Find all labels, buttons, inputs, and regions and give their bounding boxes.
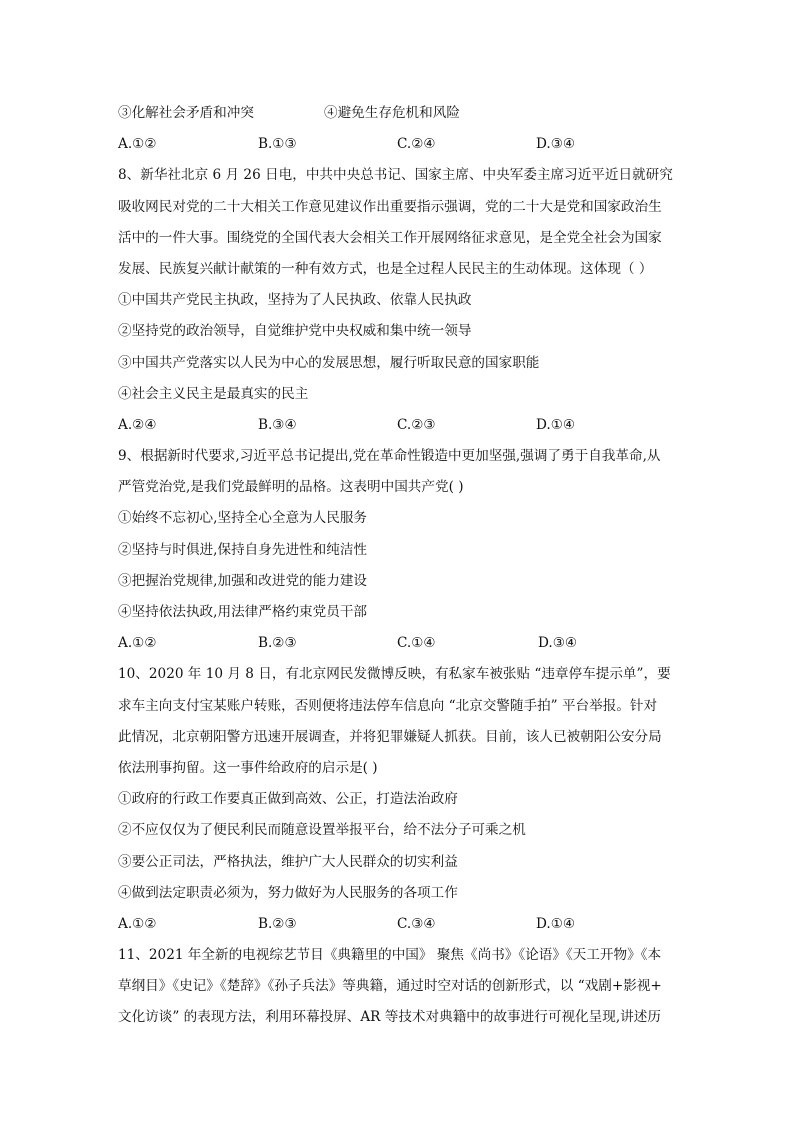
q8-item-1: ①中国共产党民主执政，坚持为了人民执政、依靠人民执政 bbox=[118, 292, 472, 309]
q9-item-3: ③把握治党规律,加强和改进党的能力建设 bbox=[118, 572, 368, 589]
q9-option-b: B.②③ bbox=[258, 635, 297, 652]
q9-item-4: ④坚持依法执政,用法律严格约束党员干部 bbox=[118, 604, 368, 620]
q10-item-3: ③要公正司法，严格执法，维护广大人民群众的切实利益 bbox=[118, 853, 458, 870]
q8-option-c: C.②③ bbox=[397, 416, 436, 433]
q9-stem-line: 9、根据新时代要求,习近平总书记提出,党在革命性锻造中更加坚强,强调了勇于自我革命,从 bbox=[118, 448, 661, 465]
q9-item-1: ①始终不忘初心,坚持全心全意为人民服务 bbox=[118, 510, 368, 527]
q8-option-a: A.②④ bbox=[118, 416, 157, 433]
q10-option-a: A.①② bbox=[118, 915, 157, 932]
q9-options bbox=[118, 628, 678, 659]
q10-stem-line: 求车主向支付宝某账户转账，否则便将违法停车信息向 “北京交警随手拍” 平台举报。针对 bbox=[118, 697, 658, 714]
q8-option-b: B.③④ bbox=[258, 416, 297, 433]
q7-item-3: ③化解社会矛盾和冲突 bbox=[118, 105, 254, 121]
q8-item-3: ③中国共产党落实以人民为中心的发展思想，履行听取民意的国家职能 bbox=[118, 354, 540, 371]
q10-item-1: ①政府的行政工作要真正做到高效、公正，打造法治政府 bbox=[118, 791, 458, 808]
q8-option-d: D.①④ bbox=[536, 416, 576, 433]
q7-option-c: C.②④ bbox=[397, 136, 436, 153]
q7-option-a: A.①② bbox=[118, 136, 157, 153]
q9-item-2: ②坚持与时俱进,保持自身先进性和纯洁性 bbox=[118, 541, 368, 558]
q11-stem-line: 文化访谈” 的表现方法，利用环幕投屏、AR 等技术对典籍中的故事进行可视化呈现,讲述历 bbox=[118, 1009, 661, 1026]
q10-option-b: B.②③ bbox=[258, 915, 297, 932]
q10-item-2: ②不应仅仅为了便民利民而随意设置举报平台，给不法分子可乘之机 bbox=[118, 822, 526, 839]
q9-option-c: C.①④ bbox=[397, 635, 436, 652]
q10-option-c: C.③④ bbox=[397, 915, 436, 932]
q8-stem-line: 吸收网民对党的二十大相关工作意见建议作出重要指示强调，党的二十大是党和国家政治生 bbox=[118, 198, 662, 215]
exam-page bbox=[118, 98, 678, 1034]
q10-stem-line: 此情况，北京朝阳警方迅速开展调查，并将犯罪嫌疑人抓获。目前，该人已被朝阳公安分局 bbox=[118, 728, 662, 745]
q8-options bbox=[118, 410, 678, 441]
q8-item-2: ②坚持党的政治领导，自觉维护党中央权威和集中统一领导 bbox=[118, 323, 472, 340]
q10-item-4: ④做到法定职责必须为，努力做好为人民服务的各项工作 bbox=[118, 884, 458, 901]
q9-option-d: D.③④ bbox=[538, 635, 578, 652]
q8-stem-line: 发展、民族复兴献计献策的一种有效方式，也是全过程人民民主的生动体现。这体现（ ） bbox=[118, 260, 653, 277]
q8-stem-line: 活中的一件大事。围绕党的全国代表大会相关工作开展网络征求意见，是全党全社会为国家 bbox=[118, 229, 662, 246]
q7-item-4: ④避免生存危机和风险 bbox=[324, 105, 460, 121]
q10-stem-line: 依法刑事拘留。这一事件给政府的启示是( ) bbox=[118, 759, 378, 776]
q7-option-b: B.①③ bbox=[258, 136, 297, 153]
q10-options bbox=[118, 909, 678, 940]
q7-option-d: D.③④ bbox=[536, 136, 576, 153]
q8-item-4: ④社会主义民主是最真实的民主 bbox=[118, 385, 309, 402]
q7-items-row bbox=[118, 98, 678, 129]
q8-stem-line: 8、新华社北京 6 月 26 日电，中共中央总书记、国家主席、中央军委主席习近平近日就研究 bbox=[118, 167, 673, 184]
q10-stem-line: 10、2020 年 10 月 8 日，有北京网民发微博反映，有私家车被张贴 “违章停车提示单”，要 bbox=[118, 666, 671, 683]
q11-stem-line: 草纲目》《史记》《楚辞》《孙子兵法》等典籍，通过时空对话的创新形式，以 “戏剧+影视+ bbox=[118, 978, 662, 995]
q9-option-a: A.①② bbox=[118, 635, 157, 652]
q7-options bbox=[118, 129, 678, 160]
q9-stem-line: 严管党治党,是我们党最鲜明的品格。这表明中国共产党( ) bbox=[118, 479, 464, 496]
q11-stem-line: 11、2021 年全新的电视综艺节目《典籍里的中国》 聚焦《尚书》《论语》《天工开物》《本 bbox=[118, 947, 662, 964]
q10-option-d: D.①④ bbox=[536, 915, 576, 932]
